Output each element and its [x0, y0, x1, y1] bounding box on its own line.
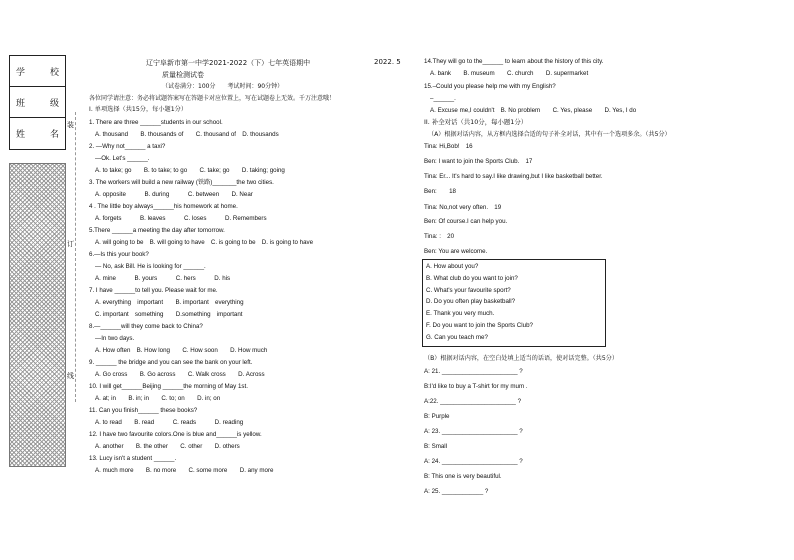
question-line: 3. The workers will build a new railway (铁路)_______the two cities.: [89, 179, 274, 186]
dialogue-line: A: 23. ______________________ ?: [424, 428, 523, 435]
exam-info: （试卷满分：100分 考试时间：90分钟）: [162, 83, 284, 90]
question-line: 10. I will get______Beijing ______the morning of May 1st.: [89, 383, 248, 390]
option-item: G. Can you teach me?: [426, 333, 488, 341]
section-2a-instructions: （A）根据对话内容，从方框内选择合适的句子补全对话，其中有一个选项多余。（共5分）: [428, 131, 671, 138]
question-line: A. to read B. read C. reads D. reading: [95, 419, 244, 426]
question-line: A. Go cross B. Go across C. Walk cross D. Across: [95, 371, 265, 378]
question-line: 6.—Is this your book?: [89, 251, 149, 258]
student-info-box: [9, 55, 66, 150]
question-line: C. important something D.something important: [95, 311, 243, 318]
exam-title: 辽宁阜新市第一中学2021-2022（下）七年英语期中: [146, 59, 311, 67]
dialogue-line: B: This one is very beautiful.: [424, 473, 502, 480]
question-line: 4 . The little boy always______his homework at home.: [89, 203, 238, 210]
option-item: A. How about you?: [426, 263, 479, 270]
bind-char-ding: 订: [67, 240, 74, 248]
question-line: A. forgets B. leaves C. loses D. Remembers: [95, 215, 267, 222]
question-line: –______.: [430, 94, 456, 102]
dialogue-line: A: 25. ____________ ?: [424, 488, 489, 495]
option-item: C. What's your favourite sport?: [426, 286, 511, 294]
dialogue-line: B:I'd like to buy a T-shirt for my mum .: [424, 383, 528, 390]
section-2-title: II. 补全对话（共10分，每小题1分）: [424, 118, 528, 126]
option-item: D. Do you often play basketball?: [426, 298, 516, 306]
dialogue-line: Tina: : 20: [424, 233, 461, 240]
question-line: 8.—______will they come back to China?: [89, 323, 203, 330]
option-item: E. Thank you very much.: [426, 310, 495, 318]
question-line: A. Excuse me,I couldn't B. No problem C. Yes, please D. Yes, I do: [430, 107, 637, 115]
bind-char-zhuang: 装: [67, 121, 74, 129]
question-line: — No, ask Bill. He is looking for ______.: [95, 263, 206, 270]
question-line: 1. There are three ______students in our school.: [89, 119, 223, 126]
dialogue-line: B: Purple: [424, 413, 450, 420]
question-line: A. at; in B. in; in C. to; on D. in; on: [95, 395, 221, 402]
dialogue-line: A:22. ______________________ ?: [424, 398, 522, 405]
question-line: 2. —Why not______ a taxi?: [89, 143, 166, 150]
dialogue-line: B: Small: [424, 443, 448, 450]
question-line: A. opposite B. during C. between D. Near: [95, 191, 253, 198]
section-2b-instructions: （B）根据对话内容，在空白处填上适当的话语，使对话完整。（共5分）: [424, 355, 618, 362]
question-line: A. mine B. yours C. hers D. his: [95, 275, 231, 282]
question-line: 14.They will go to the______ to learn about the history of this city.: [424, 58, 604, 65]
question-line: A. another B. the other C. other D. others: [95, 443, 240, 450]
question-line: 9. ______ the bridge and you can see the bank on your left.: [89, 359, 253, 366]
dialogue-line: Tina: Hi,Bob! 16: [424, 143, 479, 150]
question-line: —Ok. Let's ______.: [95, 155, 150, 162]
dialogue-line: A: 24. ______________________ ?: [424, 458, 523, 465]
question-line: A. bank B. museum C. church D. supermarket: [430, 70, 589, 78]
question-line: A. much more B. no more C. some more D. any more: [95, 467, 274, 474]
exam-date: 2022. 5: [374, 58, 401, 66]
question-line: A. everything important B. important everything: [95, 299, 244, 306]
dialogue-line: Ben: Of course.I can help you.: [424, 218, 508, 225]
exam-notice: 各位同学请注意：务必将试题答案写在答题卡对应位置上，写在试题卷上无效。千万注意哦！: [89, 95, 336, 102]
dialogue-line: A: 21. ______________________ ?: [424, 368, 523, 375]
binding-line: [75, 112, 76, 402]
question-line: 12. I have two favourite colors.One is blue and______is yellow.: [89, 431, 262, 438]
question-line: 15.–Could you please help me with my English?: [424, 82, 556, 90]
option-item: B. What club do you want to join?: [426, 274, 518, 282]
dialogue-line: Ben: You are welcome.: [424, 248, 488, 255]
section-1-title: I. 单项选择（共15分，每小题1分）: [89, 106, 188, 113]
question-line: A. How often B. How long C. How soon D. How much: [95, 347, 268, 354]
question-line: 11. Can you finish______ these books?: [89, 407, 198, 414]
name-field[interactable]: 姓 名: [16, 130, 59, 140]
question-line: A. thousand B. thousands of C. thousand of D. thousands: [95, 131, 279, 138]
question-line: A. to take; go B. to take; to go C. take; go D. taking; going: [95, 167, 285, 174]
class-field[interactable]: 班 级: [10, 87, 65, 118]
school-field[interactable]: 学 校: [10, 56, 65, 87]
dialogue-line: Ben: I want to join the Sports Club. 17: [424, 158, 539, 165]
option-item: F. Do you want to join the Sports Club?: [426, 322, 533, 329]
question-line: 5.There ______a meeting the day after tomorrow.: [89, 227, 225, 234]
hatched-strip: [9, 163, 66, 467]
question-line: A. will going to be B. will going to have C. is going to be D. is going to have: [95, 239, 314, 246]
bind-char-xian: 线: [67, 372, 74, 380]
dialogue-line: Tina: Er... It's hard to say.I like drawing,but I like basketball better.: [424, 173, 603, 180]
question-line: —In two days.: [95, 335, 135, 342]
question-line: 7. I have ______to tell you. Please wait for me.: [89, 287, 218, 294]
question-line: 13. Lucy isn't a student ______.: [89, 455, 177, 462]
exam-subtitle: 质量检测试卷: [162, 71, 204, 79]
dialogue-line: Ben: 18: [424, 188, 463, 195]
dialogue-line: Tina: No,not very often. 19: [424, 204, 508, 211]
